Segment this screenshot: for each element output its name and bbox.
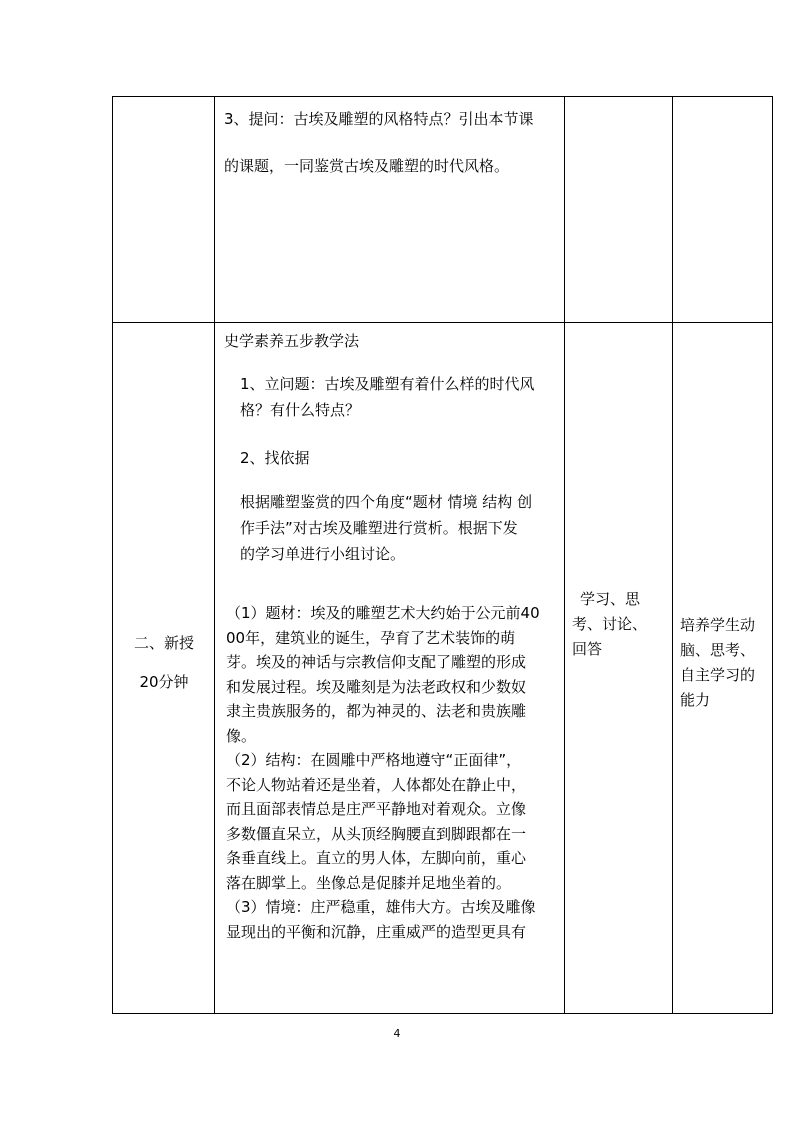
activity-line: 考、讨论、	[572, 615, 648, 633]
content-line: 的课题，一同鉴赏古埃及雕塑的时代风格。	[224, 157, 510, 175]
purpose-cell-empty	[673, 97, 773, 323]
step-1-line: 格？有什么特点？	[240, 401, 361, 419]
analysis-line: 隶主贵族服务的，都为神灵的、法老和贵族雕	[226, 702, 527, 720]
page-number: 4	[393, 1027, 401, 1040]
analysis-line: 和发展过程。埃及雕刻是为法老政权和少数奴	[226, 677, 527, 696]
table-row	[113, 97, 773, 323]
basis-paragraph	[240, 489, 560, 567]
analysis-line: 像。	[226, 726, 257, 745]
content-cell	[215, 97, 565, 323]
analysis-line: （3）情境：庄严稳重，雄伟大方。古埃及雕像	[226, 898, 536, 916]
activity-line: 回答	[572, 640, 603, 658]
stage-label: 二、新授	[133, 634, 194, 652]
content-line: 3、提问：古埃及雕塑的风格特点？引出本节课	[224, 110, 534, 128]
analysis-line: 多数僵直呆立，从头顶经胸腰直到脚跟都在一	[226, 824, 527, 843]
stage-cell-empty	[113, 97, 215, 323]
purpose-text	[680, 613, 770, 713]
basis-line: 作手法”对古埃及雕塑进行赏析。根据下发	[240, 519, 518, 537]
purpose-line: 能力	[680, 691, 711, 709]
step-1-line: 1、立问题：古埃及雕塑有着什么样的时代风	[240, 375, 535, 393]
purpose-line: 培养学生动	[680, 616, 756, 634]
analysis-line: 而且面部表情总是庄严平静地对着观众。立像	[226, 800, 527, 818]
activity-line: 学习、思	[580, 590, 641, 608]
analysis-line: 落在脚掌上。坐像总是促膝并足地坐着的。	[226, 873, 512, 892]
lesson-plan-table	[112, 96, 773, 1014]
student-activity-text	[572, 587, 668, 662]
stage-duration: 20分钟	[139, 673, 189, 691]
analysis-line: 00年，建筑业的诞生，孕育了艺术装饰的萌	[226, 628, 516, 647]
student-activity-cell	[565, 323, 673, 1014]
activity-cell-empty	[565, 97, 673, 323]
analysis-paragraph	[226, 601, 564, 944]
basis-line: 的学习单进行小组讨论。	[240, 545, 406, 563]
method-title: 史学素养五步教学法	[224, 332, 360, 350]
analysis-line: 条垂直线上。直立的男人体，左脚向前，重心	[226, 849, 527, 867]
analysis-line: 显现出的平衡和沉静，庄重威严的造型更具有	[226, 922, 527, 941]
purpose-line: 脑、思考、	[680, 641, 756, 659]
step-2: 2、找依据	[240, 449, 310, 467]
analysis-line: （2）结构：在圆雕中严格地遵守“正面律”，	[226, 751, 522, 769]
purpose-line: 自主学习的	[680, 666, 756, 684]
analysis-line: （1）题材：埃及的雕塑艺术大约始于公元前40	[226, 604, 540, 622]
purpose-cell	[673, 323, 773, 1014]
step-1	[240, 371, 560, 423]
table-row	[113, 323, 773, 1014]
analysis-line: 不论人物站着还是坐着，人体都处在静止中，	[226, 775, 527, 794]
basis-line: 根据雕塑鉴赏的四个角度“题材 情境 结构 创	[240, 493, 533, 511]
stage-cell	[113, 323, 215, 1014]
content-cell	[215, 323, 565, 1014]
analysis-line: 芽。埃及的神话与宗教信仰支配了雕塑的形成	[226, 653, 527, 671]
